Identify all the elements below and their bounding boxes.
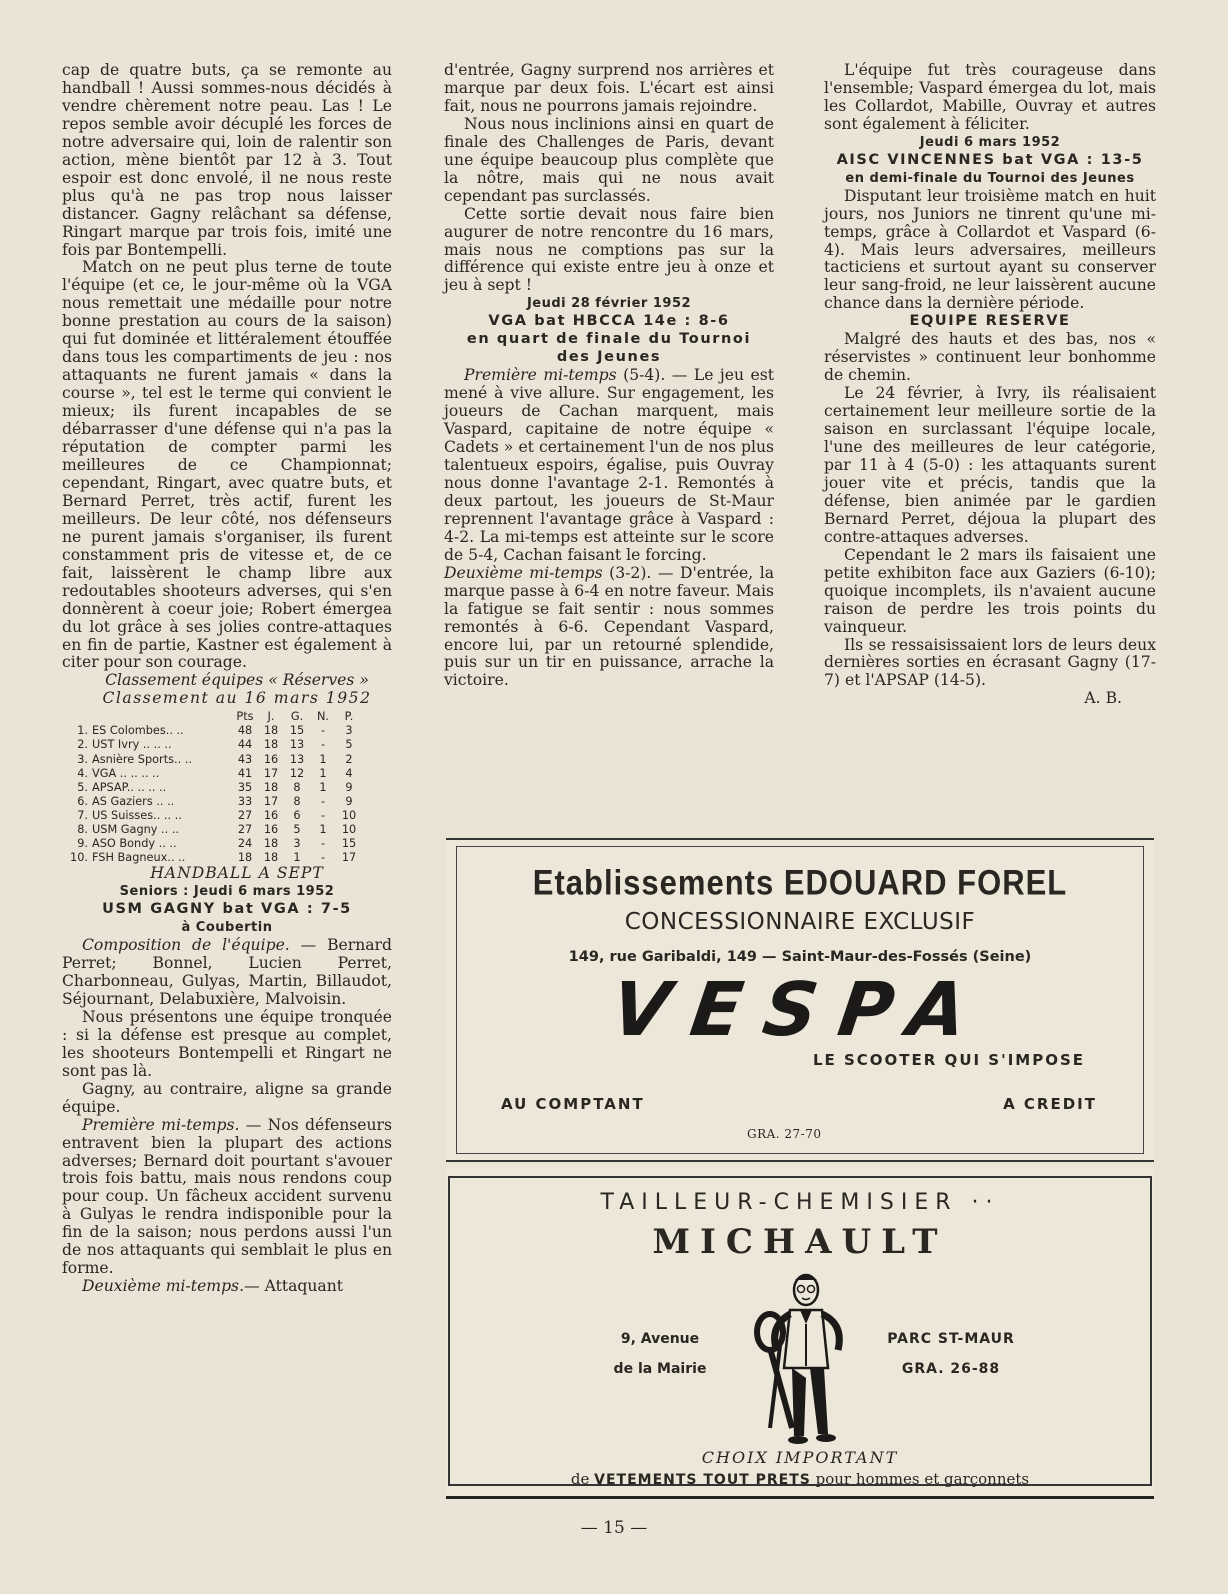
paragraph: d'entrée, Gagny surprend nos arrières et marque par deux fois. L'écart est ainsi fait, nous ne pourrons jamais rejoindre. <box>444 61 774 115</box>
standings-title: Classement équipes « Réserves » <box>105 671 369 690</box>
table-cell: 5 <box>293 822 301 836</box>
table-cell: 16 <box>263 808 279 822</box>
column-3 <box>824 62 1156 708</box>
table-cell: UST Ivry .. .. .. <box>92 738 172 752</box>
ad-frame <box>456 846 1144 1154</box>
ad-trade: TAILLEUR-CHEMISIER ·· <box>600 1190 1000 1215</box>
table-cell: 44 <box>237 738 253 752</box>
table-cell: - <box>320 808 326 822</box>
table-cell: 18 <box>237 851 253 865</box>
table-cell: 16 <box>263 822 279 836</box>
table-cell: 15 <box>341 837 357 851</box>
table-row <box>66 837 362 851</box>
table-cell: 17 <box>263 794 279 808</box>
table-cell: VGA .. .. .. .. <box>92 766 160 780</box>
table-cell: 33 <box>237 794 253 808</box>
standings-subtitle: Classement au 16 mars 1952 <box>102 689 372 708</box>
michault-advertisement <box>446 1168 1154 1499</box>
table-cell: 13 <box>289 738 305 752</box>
match-result: VGA bat HBCCA 14e : 8-6 <box>488 313 730 330</box>
table-cell: 24 <box>237 837 253 851</box>
col-header: J. <box>267 710 275 724</box>
paragraph: Malgré des hauts et des bas, nos « réservistes » continuent leur bonhomme de chemin. <box>824 330 1156 385</box>
table-row <box>66 851 362 865</box>
table-row <box>66 738 362 752</box>
table-cell: 10. <box>70 851 88 865</box>
ad-tagline: de VETEMENTS TOUT PRETS pour hommes et garçonnets <box>570 1470 1030 1488</box>
match-subtitle: des Jeunes <box>556 349 662 366</box>
paragraph: Deuxième mi-temps.— Attaquant <box>82 1277 344 1296</box>
table-cell: ASO Bondy .. .. <box>92 837 177 851</box>
table-cell: 35 <box>237 780 253 794</box>
table-cell: 8 <box>293 794 301 808</box>
table-cell: 2. <box>77 738 88 752</box>
table-cell: 1 <box>293 851 301 865</box>
table-cell: 15 <box>289 724 305 738</box>
table-cell: 4. <box>77 766 88 780</box>
col-header: P. <box>344 710 354 724</box>
paragraph: cap de quatre buts, ça se remonte au handball ! Aussi sommes-nous décidés à vendre chèrement notre peau. Las ! Le repos semble avoir décuplé les forces de notre adversaire qui, loin de ralentir son action, mène bientôt par 12 à 3. Tout espoir est donc envolé, il ne nous reste plus qu'à ne pas trop nous laisser distancer. Gagny relâchant sa défense, Ringart marque par trois fois, imité une fois par Bontempelli. <box>62 61 392 259</box>
table-cell: 5 <box>345 738 353 752</box>
paragraph: Gagny, au contraire, aligne sa grande équipe. <box>62 1079 392 1116</box>
column-2 <box>444 62 774 690</box>
table-cell: 4 <box>345 766 353 780</box>
table-cell: 1 <box>319 752 327 766</box>
table-cell: 18 <box>263 738 279 752</box>
ad-cash: AU COMPTANT <box>501 1095 645 1113</box>
table-cell: 12 <box>289 766 305 780</box>
table-cell: - <box>320 851 326 865</box>
paragraph: Cette sortie devait nous faire bien augurer de notre rencontre du 16 mars, mais nous ne comptions pas sur la différence qui existe entre jeu à onze et jeu à sept ! <box>444 204 774 295</box>
match-result: USM GAGNY bat VGA : 7-5 <box>102 901 352 918</box>
table-row <box>66 767 362 781</box>
table-cell: 8 <box>293 780 301 794</box>
paragraph: Deuxième mi-temps (3-2). — D'entrée, la marque passe à 6-4 en notre faveur. Mais la fatigue se fait sentir : nous sommes remontés à 6-6. Cependant Vaspard, encore lui, par un retourné splendide, puis sur un tir en puissance, arrache la victoire. <box>444 563 774 690</box>
paragraph: Disputant leur troisième match en huit jours, nos Juniors ne tinrent qu'une mi-temps, grâce à Collardot et Vaspard (6-4). Mais leurs adversaires, meilleurs tacticiens et surtout ayant su conserver leur sang-froid, ne leur laissèrent aucune chance dans la dernière période. <box>824 186 1156 313</box>
table-cell: 3. <box>77 752 88 766</box>
paragraph: Le 24 février, à Ivry, ils réalisaient certainement leur meilleure sortie de la saison en surclassant l'équipe locale, l'une des meilleures de leur catégorie, par 11 à 4 (5-0) : les attaquants surent jouer vite et précis, tandis que la défense, bien animée par le gardien Bernard Perret, déjoua la plupart des contre-attaques adverses. <box>824 384 1156 546</box>
match-heading: Seniors : Jeudi 6 mars 1952 <box>119 884 335 900</box>
table-cell: 6. <box>77 794 88 808</box>
table-cell: 16 <box>263 752 279 766</box>
table-cell: 3 <box>345 724 353 738</box>
table-cell: 7. <box>77 808 88 822</box>
ad-brand: MICHAULT <box>652 1222 948 1262</box>
table-cell: 48 <box>237 724 253 738</box>
forel-advertisement <box>446 838 1154 1162</box>
table-cell: 9 <box>345 794 353 808</box>
table-row <box>66 809 362 823</box>
table-cell: 18 <box>263 724 279 738</box>
table-cell: 1 <box>319 780 327 794</box>
paragraph: Nous nous inclinions ainsi en quart de finale des Challenges de Paris, devant une équipe beaucoup plus complète que la nôtre, mais qui ne nous avait cependant pas surclassés. <box>444 114 774 205</box>
table-cell: Asnière Sports.. .. <box>92 752 192 766</box>
table-cell: - <box>320 738 326 752</box>
col-header: N. <box>316 710 330 724</box>
paragraph: Première mi-temps (5-4). — Le jeu est mené à vive allure. Sur engagement, les joueurs de Cachan marquent, mais Vaspard, capitaine de notre équipe « Cadets » et certainement l'un de nos plus talentueux espoirs, égalise, puis Ouvray nous donne l'avantage 2-1. Remontés à deux partout, les joueurs de St-Maur reprennent l'avantage grâce à Vaspard : 4-2. La mi-temps est atteinte sur le score de 5-4, Cachan faisant le forcing. <box>444 366 774 564</box>
table-cell: FSH Bagneux.. .. <box>92 851 186 865</box>
table-cell: USM Gagny .. .. <box>92 822 180 836</box>
table-cell: 17 <box>341 851 357 865</box>
table-cell: 5. <box>77 780 88 794</box>
vespa-logo: VESPA <box>606 967 994 1053</box>
table-cell: 2 <box>345 752 353 766</box>
ad-choice: CHOIX IMPORTANT <box>701 1448 899 1467</box>
standings-header-row <box>66 710 362 724</box>
table-cell: APSAP.. .. .. .. <box>92 780 167 794</box>
table-cell: US Suisses.. .. .. <box>92 808 182 822</box>
table-cell: 18 <box>263 851 279 865</box>
table-cell: 8. <box>77 822 88 836</box>
ad-credit: A CREDIT <box>1003 1095 1097 1113</box>
ad-subtitle: CONCESSIONNAIRE EXCLUSIF <box>624 909 976 935</box>
ad-address: 149, rue Garibaldi, 149 — Saint-Maur-des-Fossés (Seine) <box>568 949 1032 965</box>
table-cell: 9 <box>345 780 353 794</box>
table-row <box>66 753 362 767</box>
ad-phone: GRA. 27-70 <box>747 1127 822 1141</box>
table-cell: AS Gaziers .. .. <box>92 794 175 808</box>
table-cell: 1 <box>319 766 327 780</box>
match-heading: Jeudi 28 février 1952 <box>526 296 692 312</box>
match-heading: Jeudi 6 mars 1952 <box>919 134 1061 150</box>
table-cell: 3 <box>293 837 301 851</box>
paragraph: L'équipe fut très courageuse dans l'ensemble; Vaspard émergea du lot, mais les Collardot, Mabille, Ouvray et autres sont également à féliciter. <box>824 61 1156 133</box>
table-cell: 6 <box>293 808 301 822</box>
match-result: AISC VINCENNES bat VGA : 13-5 <box>836 151 1144 168</box>
table-cell: - <box>320 794 326 808</box>
ad-location: PARC ST-MAUR GRA. 26-88 <box>887 1331 1015 1377</box>
match-subtitle: en quart de finale du Tournoi <box>466 331 752 348</box>
table-cell: 18 <box>263 780 279 794</box>
table-cell: 1 <box>319 822 327 836</box>
match-subtitle: en demi-finale du Tournoi des Jeunes <box>845 170 1135 186</box>
paragraph: Nous présentons une équipe tronquée : si la défense est presque au complet, les shooteurs Bontempelli et Ringart ne sont pas là. <box>62 1007 392 1080</box>
table-row <box>66 795 362 809</box>
table-row <box>66 781 362 795</box>
section-heading: EQUIPE RESERVE <box>909 313 1071 330</box>
tailor-illustration-icon <box>740 1268 870 1450</box>
table-cell: 13 <box>289 752 305 766</box>
match-venue: à Coubertin <box>181 920 273 936</box>
column-1 <box>62 62 392 1296</box>
signature: A. B. <box>1084 689 1122 708</box>
table-cell: 18 <box>263 837 279 851</box>
table-cell: - <box>320 724 326 738</box>
standings-table <box>66 710 362 865</box>
paragraph: Première mi-temps. — Nos défenseurs entravent bien la plupart des actions adverses; Bernard doit pourtant s'avouer trois fois battu, mais nous rendons coup pour coup. Un fâcheux accident survenu à Gulyas le rendra indisponible pour la fin de la saison; nous perdons aussi l'un de nos attaquants qui semblait le plus en forme. <box>62 1115 393 1278</box>
paragraph: Cependant le 2 mars ils faisaient une petite exhibiton face aux Gaziers (6-10); quoique incomplets, ils n'avaient aucune raison de perdre les trois points du vainqueur. <box>824 545 1156 636</box>
section-title: HANDBALL A SEPT <box>150 864 324 883</box>
table-cell: 27 <box>237 822 253 836</box>
table-cell: 43 <box>237 752 253 766</box>
ad-address: 9, Avenue de la Mairie <box>613 1331 707 1377</box>
table-cell: 10 <box>341 822 357 836</box>
ad-title: Etablissements EDOUARD FOREL <box>532 862 1068 903</box>
ad-slogan: LE SCOOTER QUI S'IMPOSE <box>812 1051 1085 1069</box>
table-cell: 41 <box>237 766 253 780</box>
page-number: — 15 — <box>580 1518 648 1538</box>
ad-frame <box>448 1176 1152 1486</box>
paragraph: Composition de l'équipe. — Bernard Perret; Bonnel, Lucien Perret, Charbonneau, Gulyas, Martin, Billaudot, Séjournant, Delabuxière, Malvoisin. <box>62 936 392 1008</box>
table-cell: ES Colombes.. .. <box>92 724 184 738</box>
paragraph: Ils se ressaisissaient lors de leurs deux dernières sorties en écrasant Gagny (17-7) et l'APSAP (14-5). <box>824 635 1156 690</box>
table-row <box>66 724 362 738</box>
col-header: G. <box>290 710 304 724</box>
table-cell: 10 <box>341 808 357 822</box>
col-header: Pts <box>236 710 254 724</box>
table-cell: 27 <box>237 808 253 822</box>
table-row <box>66 823 362 837</box>
table-cell: 9. <box>77 837 88 851</box>
table-cell: 17 <box>263 766 279 780</box>
paragraph: Match on ne peut plus terne de toute l'équipe (et ce, le jour-même où la VGA nous remettait une médaille pour notre bonne prestation au cours de la saison) qui fut dominée et littéralement étouffée dans tous les compartiments de jeu : nos attaquants ne furent jamais « dans la course », tel est le terme qui convient le mieux; ils furent incapables de se débarrasser d'une défense qui n'a pas la réputation de compter parmi les meilleures de ce Championnat; cependant, Ringart, avec quatre buts, et Bernard Perret, très actif, furent les meilleurs. De leur côté, nos défenseurs ne purent jamais s'organiser, ils furent constamment pris de vitesse et, de ce fait, laissèrent le champ libre aux redoutables shooteurs adverses, qui s'en donnèrent à coeur joie; Robert émergea du lot grâce à ses jolies contre-attaques en fin de partie, Kastner est également à citer pour son courage. <box>62 258 392 672</box>
table-cell: 1. <box>77 724 88 738</box>
table-cell: - <box>320 837 326 851</box>
